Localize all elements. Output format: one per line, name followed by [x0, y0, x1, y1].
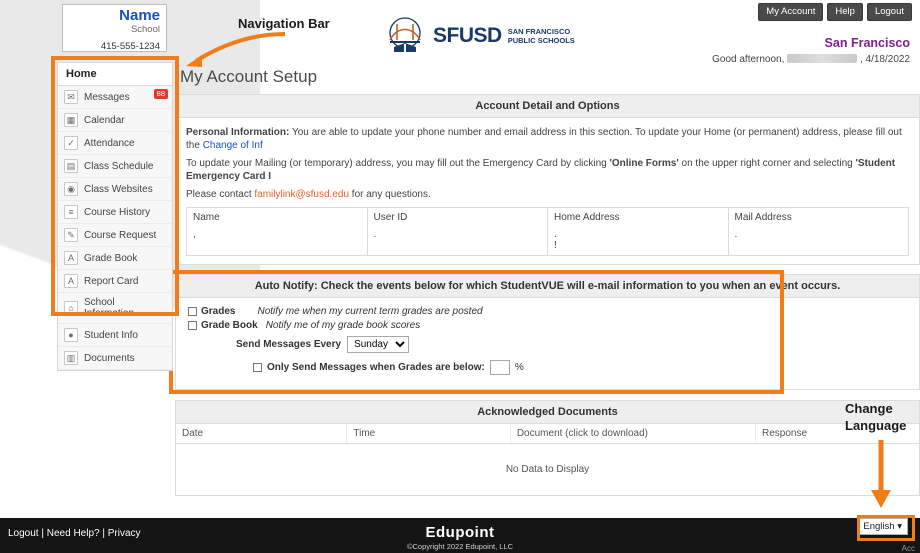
logo-subtitle-line1: SAN FRANCISCO: [507, 27, 571, 36]
bridge-logo-icon: [384, 16, 426, 56]
student-phone: 415-555-1234: [100, 41, 160, 52]
sidebar-item-student-info[interactable]: [58, 324, 172, 347]
sidebar-item-course-request[interactable]: [58, 224, 172, 247]
student-school: School: [130, 24, 160, 35]
grades-checkbox[interactable]: [188, 307, 197, 316]
send-messages-label: Send Messages Every: [236, 339, 342, 350]
greeting-redacted-name: [787, 54, 857, 63]
send-messages-row: [236, 336, 907, 353]
footer-privacy-link[interactable]: Privacy: [107, 528, 141, 539]
acknowledged-documents-header: Acknowledged Documents: [175, 400, 920, 424]
check-icon: ✓: [64, 136, 78, 150]
grades-below-label: Only Send Messages when Grades are below:: [267, 362, 485, 373]
page-title: My Account Setup: [180, 67, 318, 86]
language-value: English: [863, 521, 895, 532]
table-header-row: [176, 424, 919, 444]
grades-below-input[interactable]: [490, 360, 510, 375]
chevron-down-icon: ▾: [897, 521, 902, 532]
logo-title: SFUSD: [433, 24, 502, 47]
auto-notify-body: [175, 298, 920, 390]
envelope-icon: ✉: [64, 90, 78, 104]
annotation-change-line1: Change: [845, 401, 893, 416]
mailing-text-2: on the upper right corner and selecting: [678, 158, 856, 169]
greeting-text: [712, 54, 910, 65]
sidebar-item-label: School Information: [84, 297, 135, 319]
sidebar-item-label: Course History: [84, 206, 151, 218]
student-name: Name: [119, 7, 160, 24]
info-cell-user-id: [368, 208, 549, 255]
column-response: Response: [756, 424, 919, 444]
column-date: Date: [176, 424, 347, 444]
mailing-bold-2: 'Student Emergency Card I: [186, 158, 896, 182]
info-header-user-id: User ID: [373, 212, 408, 223]
info-value-name: ,: [193, 229, 196, 240]
personal-info-paragraph: [186, 126, 909, 152]
info-cell-mail-address: [729, 208, 909, 255]
info-value-mail-address: .: [734, 229, 738, 240]
person-icon: ●: [64, 328, 78, 342]
contact-text: Please contact: [186, 189, 255, 200]
greeting-suffix: , 4/18/2022: [859, 54, 910, 65]
auto-notify-section: [175, 274, 920, 390]
info-header-name: Name: [193, 212, 220, 223]
percent-symbol: %: [514, 362, 524, 373]
sidebar-item-label: Attendance: [84, 137, 135, 149]
account-detail-panel: [175, 118, 920, 265]
footer: [0, 518, 920, 553]
sidebar-item-grade-book[interactable]: [58, 247, 172, 270]
footer-sep-2: |: [102, 528, 105, 539]
personal-info-text: You are able to update your phone number and email address in this section. To update your Home (or permanent) address, please fill out the: [186, 127, 902, 151]
column-document: Document (click to download): [510, 424, 755, 444]
request-icon: ✎: [64, 228, 78, 242]
column-time: Time: [347, 424, 510, 444]
personal-info-grid: [186, 207, 909, 256]
help-button[interactable]: Help: [827, 3, 863, 21]
sfusd-logo[interactable]: [384, 16, 575, 56]
grades-below-row: [253, 360, 907, 375]
gradebook-note: Notify me of my grade book scores: [265, 320, 421, 331]
mailing-paragraph: [186, 157, 909, 183]
acknowledged-documents-section: [175, 400, 920, 496]
messages-badge: 88: [154, 89, 168, 99]
grades-label: Grades: [201, 306, 236, 317]
sidebar-item-label: Documents: [84, 352, 135, 364]
personal-info-label: Personal Information:: [186, 127, 290, 138]
sidebar-item-course-history[interactable]: [58, 201, 172, 224]
edupoint-logo-text: Edupoint: [425, 524, 495, 541]
info-value-home-address-extra: !: [554, 240, 557, 251]
sidebar-item-label: Report Card: [84, 275, 139, 287]
sidebar-item-report-card[interactable]: [58, 270, 172, 293]
annotation-change-language: [845, 400, 920, 434]
acknowledged-documents-panel: [175, 424, 920, 496]
schedule-icon: ▤: [64, 159, 78, 173]
grades-note: Notify me when my current term grades are posted: [257, 306, 483, 317]
gradebook-label: Grade Book: [201, 320, 258, 331]
info-header-mail-address: Mail Address: [734, 212, 792, 223]
sidebar-item-label: Student Info: [84, 329, 138, 341]
mailing-bold-1: 'Online Forms': [609, 158, 679, 169]
footer-logout-link[interactable]: Logout: [8, 528, 39, 539]
documents-table: [176, 424, 919, 495]
copyright-text: ©Copyright 2022 Edupoint, LLC: [406, 542, 513, 551]
calendar-icon: ▦: [64, 113, 78, 127]
sidebar-item-label: Grade Book: [84, 252, 138, 264]
account-section-header: Account Detail and Options: [175, 94, 920, 118]
edupoint-logo: [0, 524, 920, 551]
greeting-prefix: Good afternoon,: [712, 54, 785, 65]
navigation-bar[interactable]: [57, 62, 173, 371]
logout-button[interactable]: Logout: [867, 3, 912, 21]
sidebar-item-school-information[interactable]: [58, 293, 172, 324]
school-icon: ⌂: [64, 301, 78, 315]
my-account-button[interactable]: My Account: [758, 3, 823, 21]
annotation-change-line2: Language: [845, 418, 907, 433]
info-cell-name: [187, 208, 368, 255]
sidebar-item-label: Class Schedule: [84, 160, 154, 172]
grades-below-checkbox[interactable]: [253, 363, 262, 372]
send-messages-frequency-select[interactable]: [347, 336, 409, 353]
footer-sep-1: |: [41, 528, 44, 539]
logo-subtitle-line2: PUBLIC SCHOOLS: [507, 36, 575, 45]
annotation-arrow-language: [866, 438, 896, 510]
documents-empty-message: No Data to Display: [505, 464, 590, 475]
sidebar-item-label: Messages: [84, 91, 130, 103]
student-card[interactable]: [62, 4, 167, 52]
reportcard-icon: A: [64, 274, 78, 288]
utility-bar: [758, 3, 912, 21]
info-cell-home-address: [548, 208, 729, 255]
familylink-email-link[interactable]: familylink@sfusd.edu: [254, 189, 350, 200]
mailing-text-1: To update your Mailing (or temporary) address, you may fill out the Emergency Card by clicking: [186, 158, 610, 169]
sidebar-item-messages[interactable]: [58, 86, 172, 109]
annotation-navigation-bar: Navigation Bar: [238, 16, 330, 31]
grades-row[interactable]: [188, 306, 907, 317]
gradebook-checkbox[interactable]: [188, 321, 197, 330]
language-selector[interactable]: [857, 518, 908, 535]
accessibility-note: Acc: [901, 544, 915, 553]
contact-text-2: for any questions.: [349, 189, 431, 200]
change-of-info-link[interactable]: Change of Inf: [202, 140, 263, 151]
info-value-home-address: .: [554, 229, 557, 240]
sidebar-item-label: Calendar: [84, 114, 125, 126]
table-empty-row: [176, 444, 919, 496]
footer-need-help-link[interactable]: Need Help?: [46, 528, 100, 539]
documents-icon: ▥: [64, 351, 78, 365]
annotation-arrow-navigation: [180, 28, 290, 70]
sidebar-item-calendar[interactable]: [58, 109, 172, 132]
main-content: [175, 62, 920, 496]
sidebar-item-attendance[interactable]: [58, 132, 172, 155]
sidebar-item-home[interactable]: Home: [58, 63, 172, 86]
contact-paragraph: [186, 188, 909, 201]
gradebook-icon: A: [64, 251, 78, 265]
sidebar-item-label: Course Request: [84, 229, 157, 241]
info-header-home-address: Home Address: [554, 212, 620, 223]
sidebar-item-label: Class Websites: [84, 183, 153, 195]
district-name: San Francisco: [824, 36, 910, 50]
sidebar-item-class-schedule[interactable]: [58, 155, 172, 178]
history-icon: ≡: [64, 205, 78, 219]
sidebar-item-documents[interactable]: [58, 347, 172, 370]
info-value-user-id: .: [373, 229, 377, 240]
auto-notify-header: Auto Notify: Check the events below for which StudentVUE will e-mail information to you when an event occurs.: [175, 274, 920, 298]
globe-icon: ◉: [64, 182, 78, 196]
gradebook-row[interactable]: [188, 320, 907, 331]
sidebar-item-class-websites[interactable]: [58, 178, 172, 201]
